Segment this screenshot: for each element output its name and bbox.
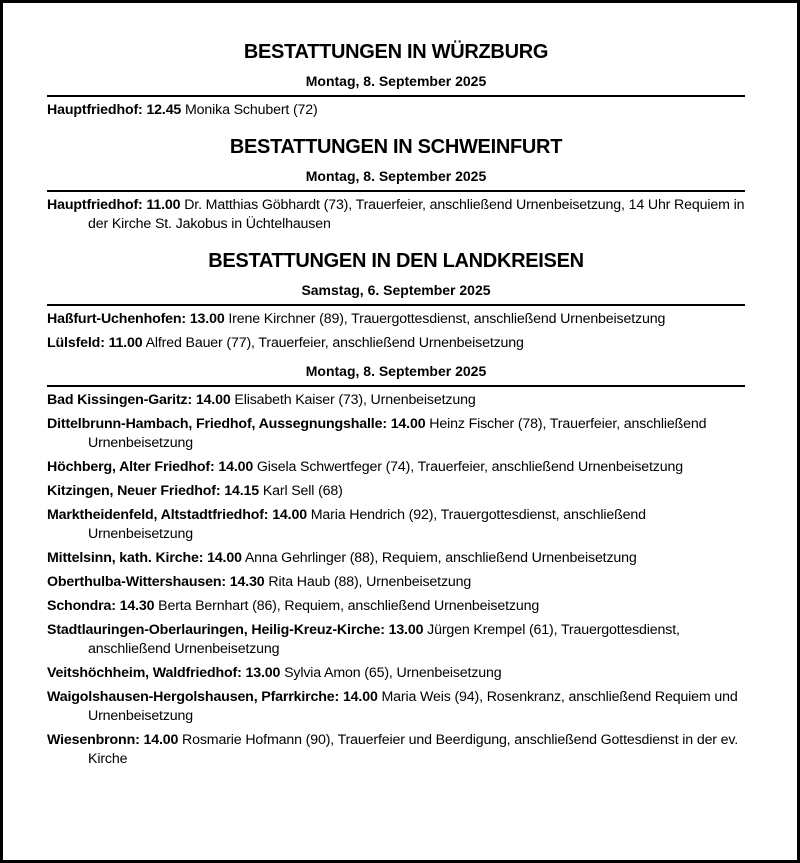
entry-text: Monika Schubert (72) — [184, 102, 318, 118]
list-item — [47, 482, 745, 501]
entry-text: Rosmarie Hofmann (90), Trauerfeier und Beerdigung, anschließend Gottesdienst in der ev. Kirche — [88, 732, 739, 767]
entry-text: Jürgen Krempel (61), Trauergottesdienst, anschließend Urnenbeisetzung — [88, 622, 680, 657]
entry-list — [47, 196, 745, 234]
entry-place: Waigolshausen-Hergolshausen, Pfarrkirche: — [47, 689, 340, 705]
entry-place: Stadtlauringen-Oberlauringen, Heilig-Kreuz-Kirche: — [47, 622, 385, 638]
section-date: Samstag, 6. September 2025 — [47, 280, 745, 306]
entry-time: 14.00 — [272, 507, 307, 523]
entry-time: 11.00 — [146, 197, 181, 213]
section-date: Montag, 8. September 2025 — [47, 166, 745, 192]
entry-time: 14.00 — [195, 392, 231, 408]
entry-place: Marktheidenfeld, Altstadtfriedhof: — [47, 507, 269, 523]
entry-time: 14.00 — [390, 416, 426, 432]
list-item — [47, 458, 745, 477]
entry-time: 14.00 — [143, 732, 179, 748]
entry-text: Karl Sell (68) — [262, 483, 343, 499]
list-item — [47, 391, 745, 410]
entry-time: 14.00 — [342, 689, 378, 705]
entry-time: 14.00 — [207, 550, 242, 566]
entry-text: Berta Bernhart (86), Requiem, anschließend Urnenbeisetzung — [158, 598, 540, 614]
entry-text: Elisabeth Kaiser (73), Urnenbeisetzung — [234, 392, 476, 408]
section-title: BESTATTUNGEN IN SCHWEINFURT — [229, 136, 563, 158]
entry-text: Irene Kirchner (89), Trauergottesdienst, anschließend Urnenbeisetzung — [228, 311, 666, 327]
section-wuerzburg — [47, 39, 745, 120]
entry-place: Schondra: — [47, 598, 116, 614]
list-item — [47, 415, 745, 453]
entry-text: Heinz Fischer (78), Trauerfeier, anschließend Urnenbeisetzung — [88, 416, 707, 451]
entry-place: Wiesenbronn: — [47, 732, 140, 748]
section-date: Montag, 8. September 2025 — [47, 71, 745, 97]
entry-time: 14.15 — [224, 483, 260, 499]
entry-text: Gisela Schwertfeger (74), Trauerfeier, anschließend Urnenbeisetzung — [256, 459, 683, 475]
entry-text: Alfred Bauer (77), Trauerfeier, anschließend Urnenbeisetzung — [145, 335, 524, 351]
entry-place: Hauptfriedhof: — [47, 102, 143, 118]
entry-place: Veitshöchheim, Waldfriedhof: — [47, 665, 242, 681]
section-schweinfurt — [47, 134, 745, 234]
list-item — [47, 664, 745, 683]
entry-list — [47, 391, 745, 769]
entry-place: Dittelbrunn-Hambach, Friedhof, Aussegnungshalle: — [47, 416, 387, 432]
entry-place: Lülsfeld: — [47, 335, 105, 351]
list-item — [47, 731, 745, 769]
entry-place: Hauptfriedhof: — [47, 197, 143, 213]
entry-time: 13.00 — [245, 665, 281, 681]
entry-time: 13.00 — [388, 622, 424, 638]
list-item — [47, 621, 745, 659]
section-landkreise — [47, 248, 745, 769]
entry-text: Maria Hendrich (92), Trauergottesdienst, anschließend Urnenbeisetzung — [88, 507, 646, 542]
entry-time: 12.45 — [146, 102, 182, 118]
list-item — [47, 334, 745, 353]
entry-place: Bad Kissingen-Garitz: — [47, 392, 193, 408]
entry-text: Anna Gehrlinger (88), Requiem, anschließend Urnenbeisetzung — [244, 550, 637, 566]
entry-time: 14.30 — [229, 574, 265, 590]
entry-text: Maria Weis (94), Rosenkranz, anschließend Requiem und Urnenbeisetzung — [88, 689, 738, 724]
entry-text: Rita Haub (88), Urnenbeisetzung — [268, 574, 472, 590]
list-item — [47, 597, 745, 616]
entry-time: 11.00 — [108, 335, 143, 351]
list-item — [47, 310, 745, 329]
entry-time: 14.30 — [119, 598, 155, 614]
entry-time: 14.00 — [218, 459, 254, 475]
entry-place: Mittelsinn, kath. Kirche: — [47, 550, 204, 566]
list-item — [47, 506, 745, 544]
list-item — [47, 573, 745, 592]
notice-content — [47, 39, 745, 769]
entry-text: Dr. Matthias Göbhardt (73), Trauerfeier, anschließend Urnenbeisetzung, 14 Uhr Requiem in der Kirche St. Jakobus in Üchtelhausen — [88, 197, 745, 232]
entry-place: Oberthulba-Wittershausen: — [47, 574, 226, 590]
list-item — [47, 196, 745, 234]
list-item — [47, 549, 745, 568]
section-title: BESTATTUNGEN IN DEN LANDKREISEN — [208, 250, 584, 272]
entry-list — [47, 310, 745, 353]
list-item — [47, 101, 745, 120]
entry-place: Kitzingen, Neuer Friedhof: — [47, 483, 221, 499]
entry-text: Sylvia Amon (65), Urnenbeisetzung — [284, 665, 502, 681]
list-item — [47, 688, 745, 726]
section-title: BESTATTUNGEN IN WÜRZBURG — [243, 41, 549, 63]
entry-list — [47, 101, 745, 120]
entry-place: Höchberg, Alter Friedhof: — [47, 459, 215, 475]
section-date: Montag, 8. September 2025 — [47, 361, 745, 387]
entry-place: Haßfurt-Uchenhofen: — [47, 311, 187, 327]
entry-time: 13.00 — [189, 311, 225, 327]
